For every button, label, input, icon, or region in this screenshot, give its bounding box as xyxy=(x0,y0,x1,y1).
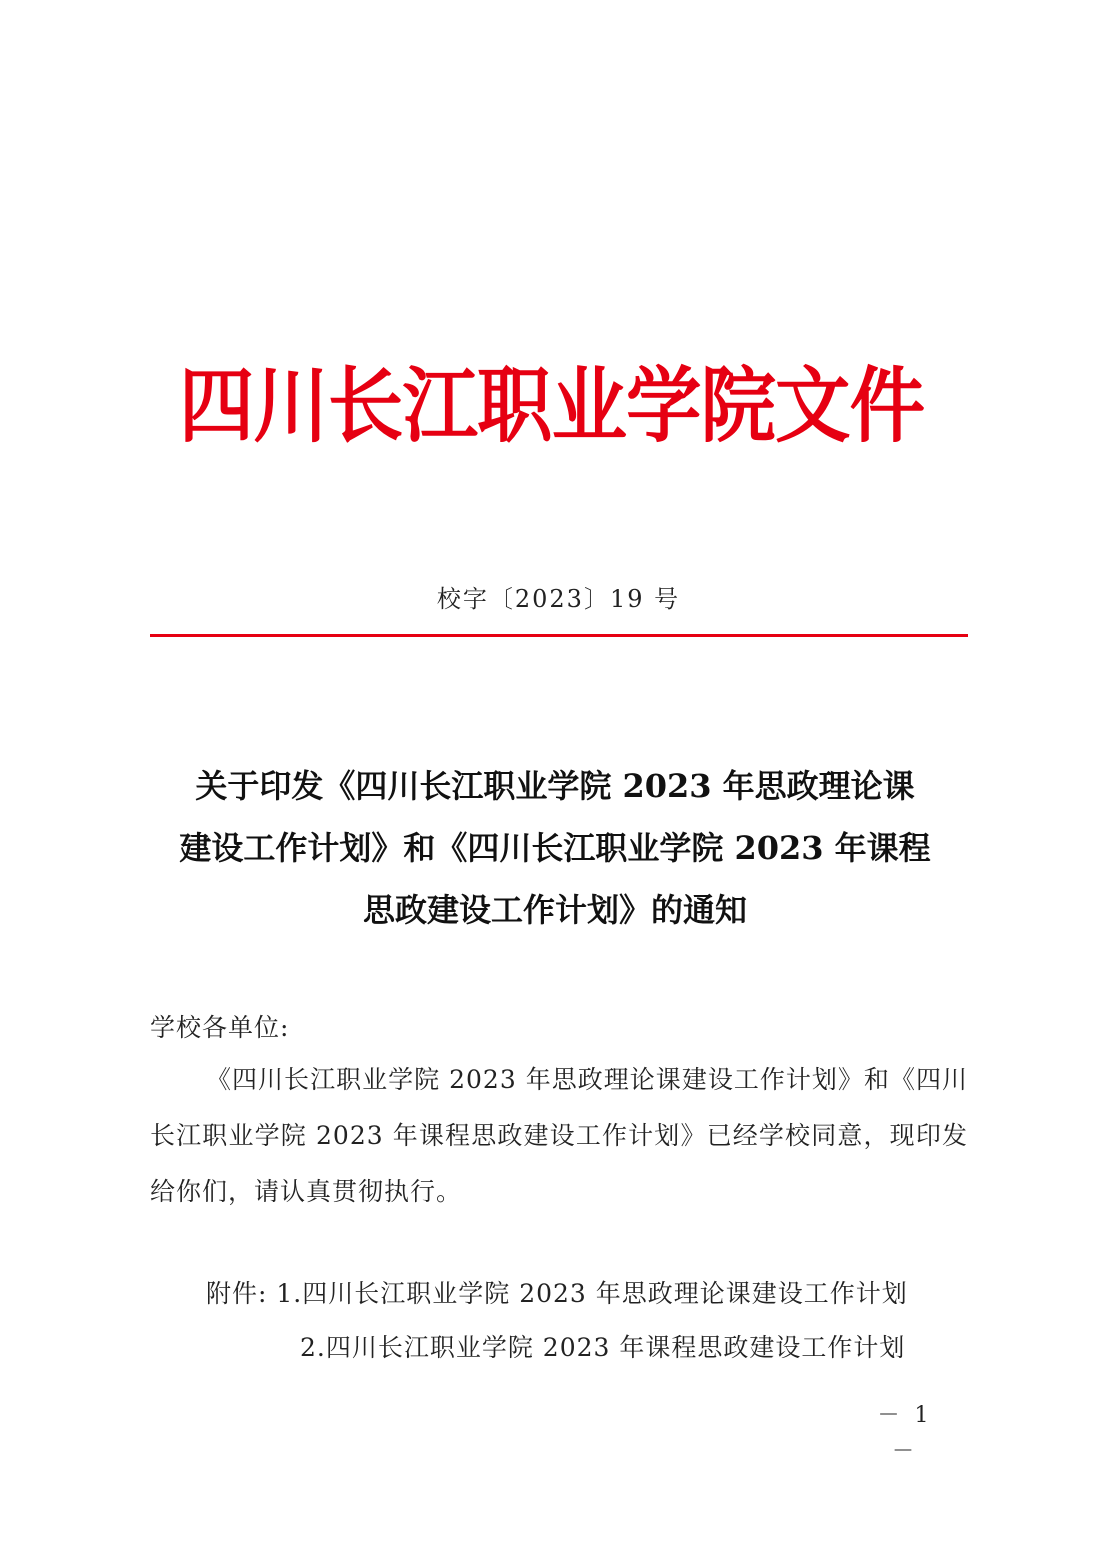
document-number: 校字〔2023〕19 号 xyxy=(436,585,681,613)
body-paragraph: 《四川长江职业学院 2023 年思政理论课建设工作计划》和《四川长江职业学院 2023 年课程思政建设工作计划》已经学校同意，现印发给你们，请认真贯彻执行。 xyxy=(150,1065,968,1206)
attachment-item-2-text: 2.四川长江职业学院 2023 年课程思政建设工作计划 xyxy=(300,1333,906,1362)
notice-title xyxy=(140,755,970,941)
attachment-item-2 xyxy=(300,1320,905,1376)
attachment-label: 附件: xyxy=(206,1279,268,1308)
masthead-title: 四川长江职业学院文件 xyxy=(178,359,925,454)
attachment-item-1-text: 1.四川长江职业学院 2023 年思政理论课建设工作计划 xyxy=(276,1279,908,1308)
attachment-item-1 xyxy=(206,1266,908,1322)
notice-title-line-2: 建设工作计划》和《四川长江职业学院 2023 年课程 xyxy=(179,829,931,867)
page-number: － 1 － xyxy=(877,1403,933,1464)
notice-title-line-1: 关于印发《四川长江职业学院 2023 年思政理论课 xyxy=(195,767,915,805)
salutation: 学校各单位: xyxy=(150,1013,290,1042)
notice-title-line-3: 思政建设工作计划》的通知 xyxy=(362,891,747,929)
red-divider-rule xyxy=(150,634,968,637)
